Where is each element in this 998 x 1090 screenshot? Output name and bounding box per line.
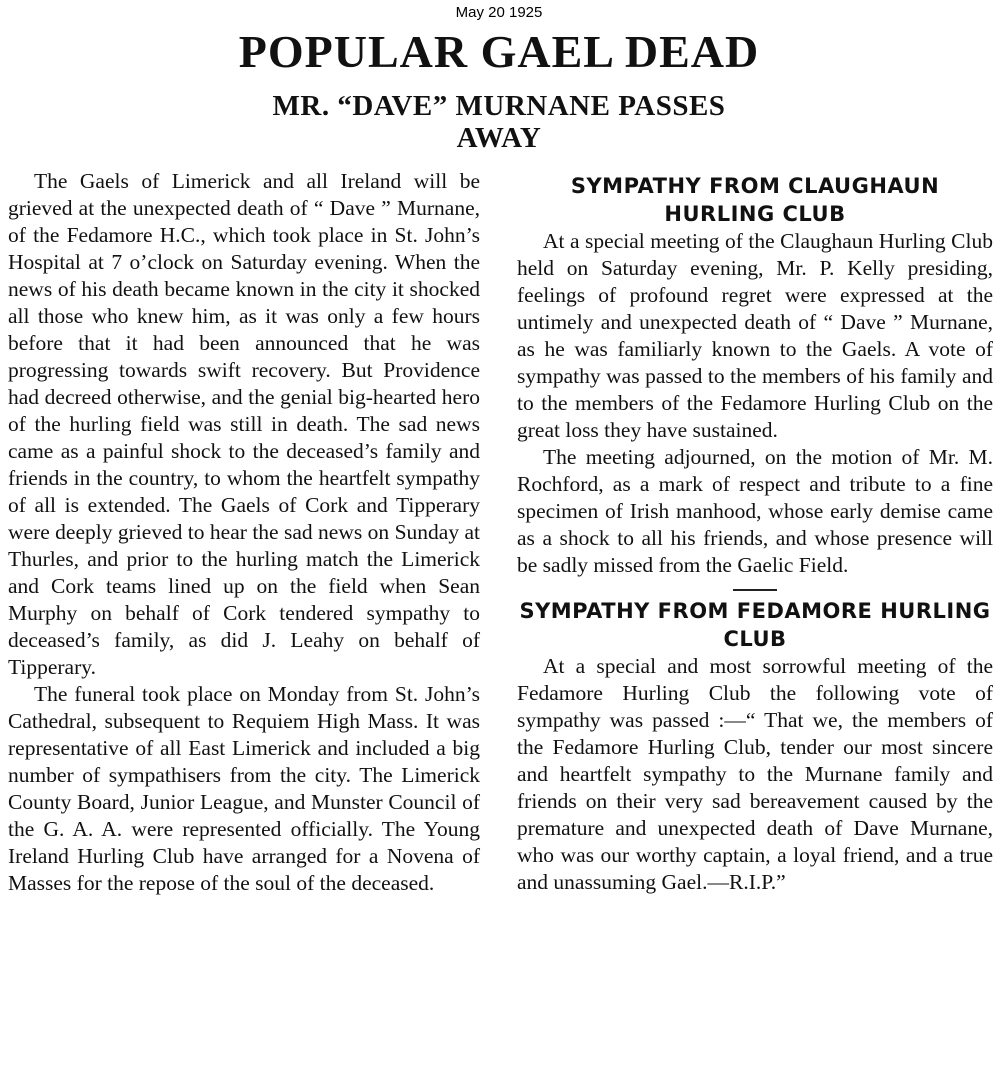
section-heading-fedamore: SYMPATHY FROM FEDAMORE HURLING CLUB	[519, 599, 991, 651]
article-paragraph: At a special meeting of the Claughaun Hurling Club held on Saturday evening, Mr. P. Kelly presiding, feelings of profound regret were expressed at the untimely and unexpected death of “ Dave ” Murnane, as he was familiarly known to the Gaels. A vote of sympathy was passed to the members of his family and to the members of the Fedamore Hurling Club on the great loss they have sustained.	[517, 229, 993, 442]
publication-date: May 20 1925	[455, 4, 543, 21]
subheadline: MR. “DAVE” MURNANE PASSES AWAY	[272, 90, 726, 154]
right-column	[517, 172, 993, 896]
article-paragraph: The funeral took place on Monday from St. John’s Cathedral, subsequent to Requiem High Mass. It was representative of all East Limerick and included a big number of sympathisers from the city. The Limerick County Board, Junior League, and Munster Council of the G. A. A. were represented officially. The Young Ireland Hurling Club have arranged for a Novena of Masses for the repose of the soul of the deceased.	[8, 682, 480, 895]
headline: POPULAR GAEL DEAD	[238, 26, 760, 77]
section-heading-claughaun: SYMPATHY FROM CLAUGHAUN HURLING CLUB	[570, 174, 940, 226]
left-column	[8, 168, 480, 897]
article-paragraph: The Gaels of Limerick and all Ireland will be grieved at the unexpected death of “ Dave ” Murnane, of the Fedamore H.C., which took place in St. John’s Hospital at 7 o’clock on Saturday evening. When the news of his death became known in the city it shocked all those who knew him, as it was only a few hours before that it had been announced that he was progressing towards swift recovery. But Providence had decreed otherwise, and the genial big-hearted hero of the hurling field was still in death. The sad news came as a painful shock to the deceased’s family and friends in the country, to whom the heartfelt sympathy of all is extended. The Gaels of Cork and Tipperary were deeply grieved to hear the sad news on Sunday at Thurles, and prior to the hurling match the Limerick and Cork teams lined up on the field when Sean Murphy on behalf of Cork tendered sympathy to deceased’s family, as did J. Leahy on behalf of Tipperary.	[8, 169, 480, 679]
section-divider	[733, 589, 777, 591]
article-paragraph: The meeting adjourned, on the motion of Mr. M. Rochford, as a mark of respect and tribute to a fine specimen of Irish manhood, whose early demise came as a shock to all his friends, and whose presence will be sadly missed from the Gaelic Field.	[517, 445, 993, 577]
article-paragraph: At a special and most sorrowful meeting of the Fedamore Hurling Club the following vote of sympathy was passed :—“ That we, the members of the Fedamore Hurling Club, tender our most sincere and heartfelt sympathy to the Murnane family and friends on their very sad bereavement caused by the premature and unexpected death of Dave Murnane, who was our worthy captain, a loyal friend, and a true and unassuming Gael.—R.I.P.”	[517, 654, 993, 894]
